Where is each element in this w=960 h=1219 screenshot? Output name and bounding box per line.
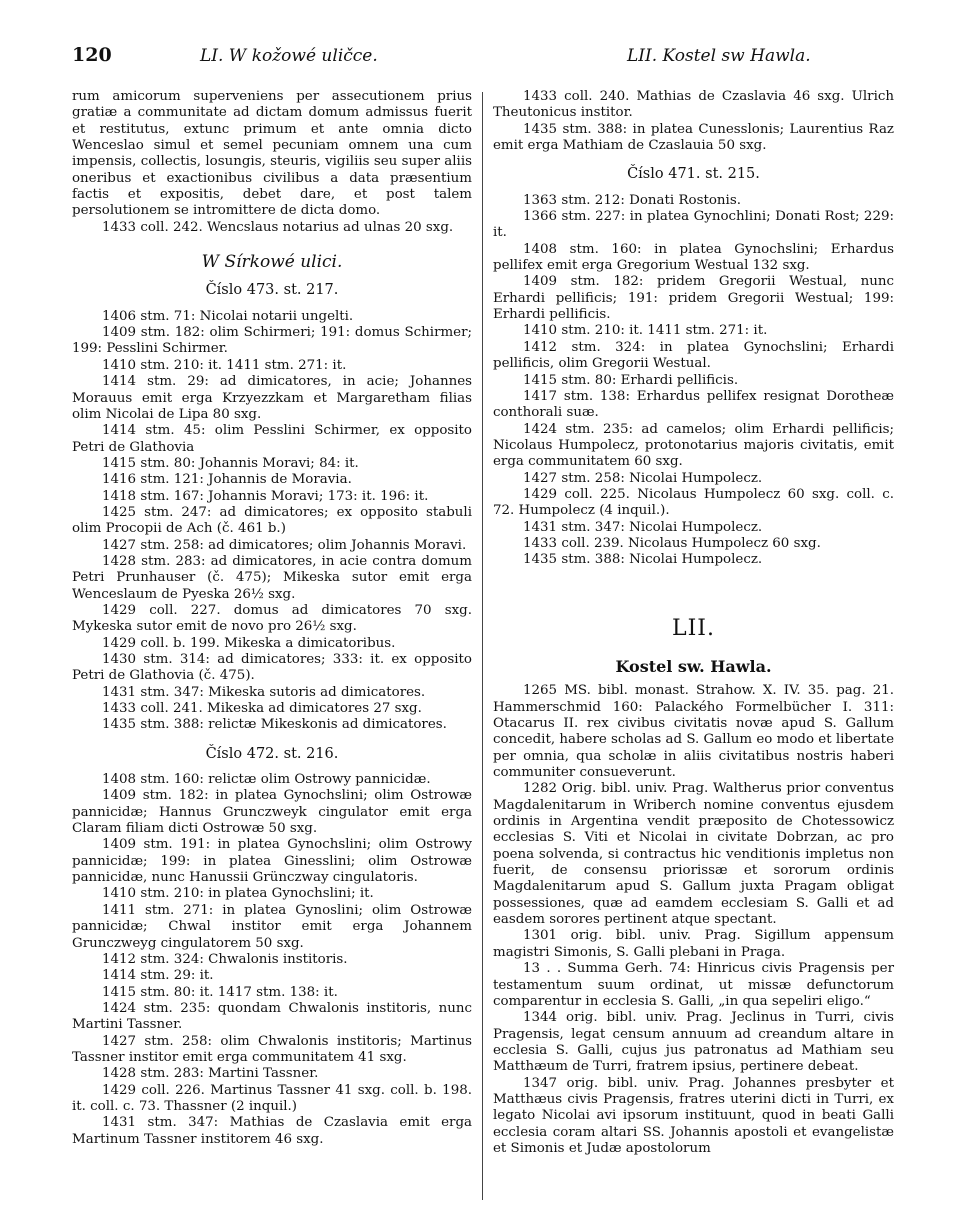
record-entry: 1414 stm. 29: ad dimicatores, in acie; Johannes Morauus emit erga Krzyezzkam et Margaretham filias olim Nicolai de Lipa 80 sxg.: [72, 374, 472, 422]
record-entry: 1424 stm. 235: ad camelos; olim Erhardi pellificis; Nicolaus Humpolecz, protonotarius majoris civitatis, emit erga communitatem 60 sxg.: [493, 421, 894, 470]
record-entry: 1433 coll. 241. Mikeska ad dimicatores 27 sxg.: [102, 701, 422, 717]
record-entry: 1433 coll. 239. Nicolaus Humpolecz 60 sxg.: [523, 535, 821, 551]
record-entry: 1429 coll. b. 199. Mikeska a dimicatoribus.: [102, 635, 396, 651]
record-entry: 1265 MS. bibl. monast. Strahow. X. IV. 35. pag. 21. Hammerschmid 160: Palackého Formelbücher I. 311: Otacarus II. rex civibus civitatis novæ apud S. Gallum concedit, habere scholas ad S. Gallum eo modo et libertate per omnia, qua scholæ in aliis civitatibus nostris haberi communiter consueverunt.: [493, 683, 894, 781]
record-entry: 1435 stm. 388: Nicolai Humpolecz.: [523, 552, 763, 568]
record-entry: 13 . . Summa Gerh. 74: Hinricus civis Pragensis per testamentum suum ordinat, ut missæ defunctorum comparentur in ecclesia S. Galli, „in qua sepeliri eligo.“: [493, 961, 894, 1009]
house-471-entries: [493, 193, 894, 569]
left-column: [72, 89, 472, 1148]
record-entry: 1433 coll. 242. Wencslaus notarius ad ulnas 20 sxg.: [102, 219, 454, 235]
record-entry: 1433 coll. 240. Mathias de Czaslavia 46 sxg. Ulrich Theutonicus institor.: [493, 89, 894, 121]
record-entry: 1282 Orig. bibl. univ. Prag. Waltherus prior conventus Magdalenitarum in Wriberch nomine conventus ejusdem ordinis in Argentina vendit præposito de Chotessowicz ecclesias S. Viti et Nicolai in civitate Dobrzan, ac pro poena solvenda, si contractus hic venditionis impletus non fuerit, de consensu priorissæ et sororum ordinis Magdalenitarum apud S. Gallum juxta Pragam obligat possessiones, quæ ad eamdem ecclesiam S. Galli et ad easdem sorores pertinent atque spectant.: [493, 781, 894, 928]
page-header: [72, 44, 896, 74]
record-entry: 1416 stm. 121: Johannis de Moravia.: [102, 472, 352, 488]
record-entry: 1411 stm. 271: in platea Gynoslini; olim Ostrowæ pannicidæ; Chwal institor emit erga Johannem Grunczweyg cingulatorem 50 sxg.: [72, 902, 472, 951]
running-title-left: LI. W kožowé uličce.: [200, 46, 378, 66]
page-number: 120: [72, 44, 112, 66]
record-entry: 1410 stm. 210: it. 1411 stm. 271: it.: [102, 357, 347, 373]
record-entry: 1435 stm. 388: relictæ Mikeskonis ad dimicatores.: [102, 717, 447, 733]
record-entry: 1417 stm. 138: Erhardus pellifex resignat Dorotheæ conthorali suæ.: [493, 388, 894, 421]
record-entry: 1427 stm. 258: Nicolai Humpolecz.: [523, 470, 763, 486]
record-entry: 1414 stm. 45: olim Pesslini Schirmer, ex opposito Petri de Glathovia: [72, 423, 472, 455]
running-title-right: LII. Kostel sw Hawla.: [627, 46, 811, 66]
house-heading-473: Číslo 473. st. 217.: [205, 282, 339, 299]
record-entry: 1414 stm. 29: it.: [102, 968, 214, 984]
record-entry: 1430 stm. 314: ad dimicatores; 333: it. ex opposito Petri de Glathovia (č. 475).: [72, 652, 472, 684]
record-entry: 1410 stm. 210: in platea Gynochslini; it.: [102, 886, 374, 902]
record-entry: 1428 stm. 283: ad dimicatores, in acie contra domum Petri Prunhauser (č. 475); Mikeska sutor emit erga Wenceslaum de Pyeska 26½ sxg.: [72, 553, 472, 602]
record-entry: 1363 stm. 212: Donati Rostonis.: [523, 192, 741, 208]
record-entry: 1431 stm. 347: Nicolai Humpolecz.: [523, 519, 763, 535]
record-entry: 1429 coll. 225. Nicolaus Humpolecz 60 sxg. coll. c. 72. Humpolecz (4 inquil.).: [493, 486, 894, 519]
record-entry: 1409 stm. 182: olim Schirmeri; 191: domus Schirmer; 199: Pesslini Schirmer.: [72, 325, 472, 357]
record-entry: 1406 stm. 71: Nicolai notarii ungelti.: [102, 308, 354, 324]
street-heading: W Sírkowé ulici.: [201, 252, 343, 273]
record-entry: 1408 stm. 160: relictæ olim Ostrowy pannicidæ.: [102, 772, 431, 788]
record-entry: 1409 stm. 191: in platea Gynochslini; olim Ostrowy pannicidæ; 199: in platea Ginesslini; olim Ostrowæ pannicidæ, nunc Hanussii Grünczway cingulatoris.: [72, 837, 472, 886]
section-title: Kostel sw. Hawla.: [615, 656, 772, 676]
section-number: LII.: [672, 615, 715, 641]
record-entry: 1408 stm. 160: in platea Gynochslini; Erhardus pellifex emit erga Gregorium Westual 132 sxg.: [493, 241, 894, 274]
continued-paragraph: rum amicorum superveniens per assecutionem prius gratiæ a communitate ad dictam domum admissus fuerit et restitutus, extunc primum et ante omnia dicto Wenceslao simul et semel pecuniam omnem una cum impensis, collectis, losungis, steuris, vigiliis seu super aliis oneribus et exactionibus civilibus a data præsentium factis et expositis, debet dare, et post talem persolutionem se intromittere de dicta domo.: [72, 89, 472, 219]
record-entry: 1347 orig. bibl. univ. Prag. Johannes presbyter et Matthæus civis Pragensis, fratres uterini dicti in Turri, ex legato Nicolai avi ipsorum instituunt, quod in beati Galli ecclesia coram altari SS. Johannis apostoli et evangelistæ et Simonis et Judæ apostolorum: [493, 1075, 894, 1156]
record-entry: 1415 stm. 80: Erhardi pellificis.: [523, 372, 739, 388]
record-entry: 1429 coll. 226. Martinus Tassner 41 sxg. coll. b. 198. it. coll. c. 73. Thassner (2 inquil.): [72, 1082, 472, 1114]
record-entry: 1427 stm. 258: ad dimicatores; olim Johannis Moravi.: [102, 537, 467, 553]
record-entry: 1431 stm. 347: Mathias de Czaslavia emit erga Martinum Tassner institorem 46 sxg.: [72, 1115, 472, 1147]
right-column: [493, 89, 894, 1157]
record-entry: 1415 stm. 80: it. 1417 stm. 138: it.: [102, 984, 338, 1000]
record-entry: 1415 stm. 80: Johannis Moravi; 84: it.: [102, 455, 359, 471]
record-entry: 1427 stm. 258: olim Chwalonis institoris; Martinus Tassner institor emit erga communitatem 41 sxg.: [72, 1033, 472, 1065]
column-divider: [482, 92, 483, 1200]
house-473-entries: [72, 309, 472, 734]
record-entry: 1366 stm. 227: in platea Gynochlini; Donati Rost; 229: it.: [493, 209, 894, 241]
record-entry: 1418 stm. 167: Johannis Moravi; 173: it. 196: it.: [102, 488, 429, 504]
record-entry: 1435 stm. 388: in platea Cunesslonis; Laurentius Raz emit erga Mathiam de Czaslauia 50 sxg.: [493, 121, 894, 154]
record-entry: 1412 stm. 324: Chwalonis institoris.: [102, 951, 348, 967]
record-entry: 1428 stm. 283: Martini Tassner.: [102, 1066, 319, 1082]
house-heading-471: Číslo 471. st. 215.: [627, 166, 760, 183]
record-entry: 1424 stm. 235: quondam Chwalonis institoris, nunc Martini Tassner.: [72, 1000, 472, 1033]
record-entry: 1410 stm. 210: it. 1411 stm. 271: it.: [523, 323, 768, 339]
record-entry: 1429 coll. 227. domus ad dimicatores 70 sxg. Mykeska sutor emit de novo pro 26½ sxg.: [72, 602, 472, 635]
record-entry: 1431 stm. 347: Mikeska sutoris ad dimicatores.: [102, 684, 426, 700]
record-entry: 1409 stm. 182: in platea Gynochslini; olim Ostrowæ pannicidæ; Hannus Grunczweyk cingulator emit erga Claram filiam dicti Ostrowæ 50 sxg.: [72, 788, 472, 837]
record-entry: 1412 stm. 324: in platea Gynochslini; Erhardi pellificis, olim Gregorii Westual.: [493, 339, 894, 372]
house-heading-472: Číslo 472. st. 216.: [205, 745, 339, 762]
house-472-entries: [72, 772, 472, 1148]
section-lii-entries: [493, 683, 894, 1157]
record-entry: 1409 stm. 182: pridem Gregorii Westual, nunc Erhardi pellificis; 191: pridem Gregorii Westual; 199: Erhardi pellificis.: [493, 274, 894, 323]
record-entry: 1301 orig. bibl. univ. Prag. Sigillum appensum magistri Simonis, S. Galli plebani in Praga.: [493, 928, 894, 960]
record-entry: 1344 orig. bibl. univ. Prag. Jeclinus in Turri, civis Pragensis, legat censum annuum ad creandum altare in ecclesia S. Galli, cujus jus patronatus ad Mathiam seu Matthæum de Turri, fratrem ipsius, pertinere debeat.: [493, 1010, 894, 1075]
record-entry: 1425 stm. 247: ad dimicatores; ex opposito stabuli olim Procopii de Ach (č. 461 b.): [72, 504, 472, 537]
